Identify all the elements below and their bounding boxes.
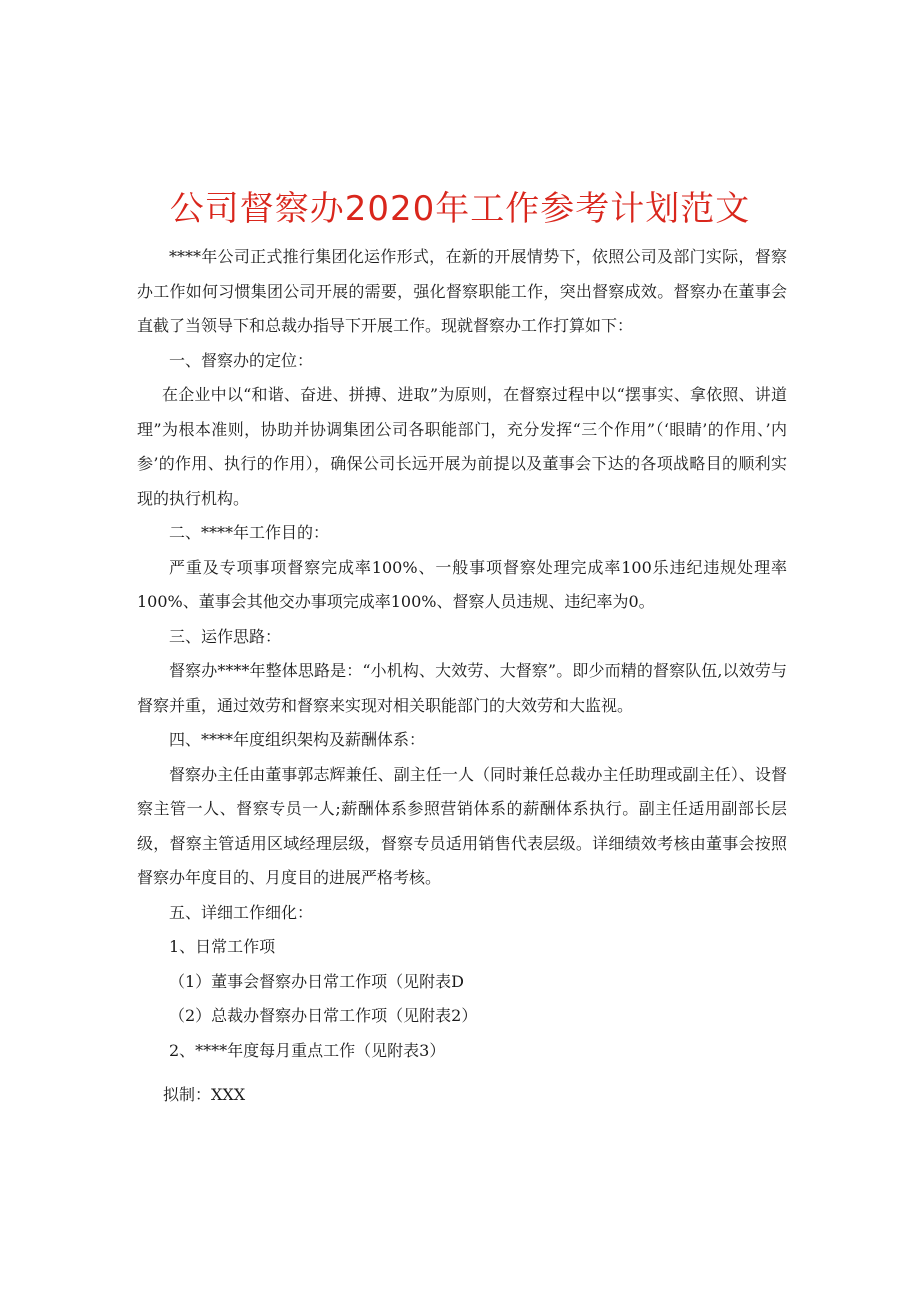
paragraph-approach: 督察办****年整体思路是：“小机构、大效劳、大督察”。即少而精的督察队伍,以效劳与督察并重，通过效劳和督察来实现对相关职能部门的大效劳和大监视。 [137, 661, 787, 715]
heading-approach: 三、运作思路： [169, 626, 282, 646]
heading-goals: 二、****年工作目的： [169, 523, 330, 542]
list-item-monthly-focus: 2、****年度每月重点工作（见附表3） [169, 1040, 446, 1060]
paragraph-organization: 督察办主任由董事郭志辉兼任、副主任一人（同时兼任总裁办主任助理或副主任）、设督察主管一人、督察专员一人;薪酬体系参照营销体系的薪酬体系执行。副主任适用副部长层级，督察主管适用区域经理层级，督察专员适用销售代表层级。详细绩效考核由董事会按照督察办年度目的、月度目的进展严格考核。 [137, 764, 787, 887]
heading-positioning: 一、督察办的定位： [169, 350, 314, 370]
heading-details: 五、详细工作细化： [169, 902, 314, 922]
list-item-ceo-office-daily: （2）总裁办督察办日常工作项（见附表2） [169, 1006, 478, 1025]
paragraph-goals: 严重及专项事项督察完成率100%、一般事项督察处理完成率100乐违纪违规处理率100%、董事会其他交办事项完成率100%、督察人员违规、违纪率为0。 [137, 557, 787, 611]
document-body [137, 240, 787, 1068]
signature: 拟制：XXX [163, 1085, 246, 1104]
paragraph-intro: ****年公司正式推行集团化运作形式，在新的开展情势下，依照公司及部门实际，督察办工作如何习惯集团公司开展的需要，强化督察职能工作，突出督察成效。督察办在董事会直截了当领导下和总裁办指导下开展工作。现就督察办工作打算如下： [137, 247, 787, 335]
list-item-board-daily: （1）董事会督察办日常工作项（见附表D [169, 971, 465, 991]
heading-organization: 四、****年度组织架构及薪酬体系： [169, 730, 426, 749]
paragraph-positioning: 在企业中以“和谐、奋进、拼搏、进取”为原则，在督察过程中以“摆事实、拿依照、讲道理”为根本准则，协助并协调集团公司各职能部门，充分发挥“三个作用”（‘眼睛’的作用、’内参’的作用、执行的作用），确保公司长远开展为前提以及董事会下达的各项战略目的顺利实现的执行机构。 [137, 385, 787, 508]
list-item-daily-work: 1、日常工作项 [169, 937, 276, 956]
document-title: 公司督察办2020年工作参考计划范文 [169, 189, 751, 229]
